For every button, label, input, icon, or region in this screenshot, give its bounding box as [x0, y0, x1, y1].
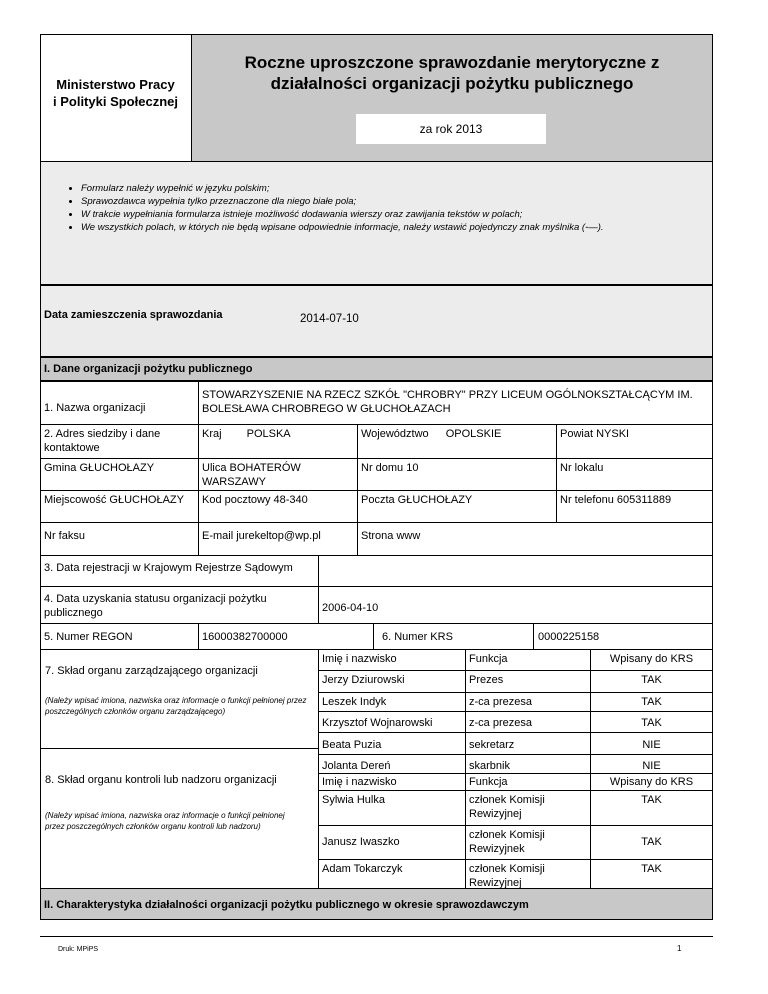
- publication-label: Data zamieszczenia sprawozdania: [44, 309, 223, 321]
- table-row[interactable]: skarbnik: [465, 754, 591, 774]
- table-row[interactable]: członek Komisji Rewizyjnek: [465, 825, 591, 860]
- board-header-krs: Wpisany do KRS: [590, 649, 713, 671]
- year-field[interactable]: za rok 2013: [356, 114, 546, 144]
- section1-title: I. Dane organizacji pożytku publicznego: [40, 357, 713, 381]
- supervisory-label-block: [40, 748, 319, 888]
- krs-label: 6. Numer KRS: [373, 623, 534, 650]
- nr-domu-field[interactable]: Nr domu 10: [357, 458, 557, 491]
- publication-date[interactable]: 2014-07-10: [300, 313, 359, 325]
- table-row[interactable]: Leszek Indyk: [318, 692, 466, 712]
- org-name-label: 1. Nazwa organizacji: [40, 381, 199, 425]
- woj-field[interactable]: [357, 424, 557, 459]
- footer-print: Druk: MPiPS: [58, 946, 99, 953]
- krs-value[interactable]: 0000225158: [533, 623, 713, 650]
- telefon-field[interactable]: Nr telefonu 605311889: [556, 490, 713, 523]
- table-row[interactable]: z-ca prezesa: [465, 711, 591, 733]
- opp-value[interactable]: 2006-04-10: [318, 586, 713, 624]
- gmina-field[interactable]: Gmina GŁUCHOŁAZY: [40, 458, 199, 491]
- krs-reg-label: 3. Data rejestracji w Krajowym Rejestrze Sądowym: [40, 555, 319, 587]
- table-row[interactable]: Krzysztof Wojnarowski: [318, 711, 466, 733]
- opp-label: 4. Data uzyskania statusu organizacji pożytku publicznego: [40, 586, 319, 624]
- table-row[interactable]: TAK: [590, 692, 713, 712]
- woj-label: Województwo: [361, 428, 429, 440]
- section2-title: II. Charakterystyka działalności organizacji pożytku publicznego w okresie sprawozdawczym: [40, 888, 713, 920]
- kraj-value: POLSKA: [246, 428, 291, 440]
- krs-reg-value[interactable]: [318, 555, 713, 587]
- table-row[interactable]: TAK: [590, 711, 713, 733]
- table-row[interactable]: członek Komisji Rewizyjnej: [465, 790, 591, 826]
- table-row[interactable]: członek Komisji Rewizyjnej: [465, 859, 591, 889]
- instruction-item: • Formularz należy wypełnić w języku polskim;: [81, 182, 712, 195]
- table-row[interactable]: Sylwia Hulka: [318, 790, 466, 826]
- table-row[interactable]: TAK: [590, 790, 713, 826]
- supervisory-note: (Należy wpisać imiona, nazwiska oraz informacje o funkcji pełnionej przez poszczególnych członków organu kontroli lub nadzoru): [45, 811, 285, 831]
- instruction-item: • Sprawozdawca wypełnia tylko przeznaczone dla niego białe pola;: [81, 195, 712, 208]
- ministry-name: Ministerstwo Pracy i Polityki Społecznej: [40, 34, 192, 162]
- instructions-list: [41, 182, 712, 234]
- form-title: Roczne uproszczone sprawozdanie merytoryczne z działalności organizacji pożytku publicznego: [192, 35, 712, 111]
- publication-box: [40, 285, 713, 357]
- regon-label: 5. Numer REGON: [40, 623, 199, 650]
- supervisory-header-krs: Wpisany do KRS: [590, 773, 713, 791]
- instruction-item: • We wszystkich polach, w których nie będą wpisane odpowiednie informacje, należy wstawić pojedynczy znak myślnika (-—).: [81, 221, 712, 234]
- table-row[interactable]: Prezes: [465, 670, 591, 693]
- kraj-field[interactable]: [198, 424, 358, 459]
- kraj-label: Kraj: [202, 428, 222, 440]
- table-row[interactable]: NIE: [590, 754, 713, 774]
- board-label: 7. Skład organu zarządzającego organizacji: [45, 665, 258, 677]
- miejscowosc-field[interactable]: Miejscowość GŁUCHOŁAZY: [40, 490, 199, 523]
- regon-value[interactable]: 16000382700000: [198, 623, 374, 650]
- ulica-field[interactable]: Ulica BOHATERÓW WARSZAWY: [198, 458, 358, 491]
- board-note: (Należy wpisać imiona, nazwiska oraz informacje o funkcji pełnionej przez poszczególnych członków organu zarządzającego): [45, 696, 307, 716]
- woj-value: OPOLSKIE: [445, 428, 502, 440]
- table-row[interactable]: Jolanta Dereń: [318, 754, 466, 774]
- table-row[interactable]: Adam Tokarczyk: [318, 859, 466, 889]
- table-row[interactable]: TAK: [590, 670, 713, 693]
- address-label: 2. Adres siedziby i dane kontaktowe: [40, 424, 199, 459]
- table-row[interactable]: Janusz Iwaszko: [318, 825, 466, 860]
- table-row[interactable]: Jerzy Dziurowski: [318, 670, 466, 693]
- org-name-value[interactable]: STOWARZYSZENIE NA RZECZ SZKÓŁ "CHROBRY" PRZY LICEUM OGÓLNOKSZTAŁCĄCYM IM. BOLESŁAWA CHROBREGO W GŁUCHOŁAZACH: [198, 381, 713, 425]
- footer-rule: [40, 936, 713, 937]
- kod-field[interactable]: Kod pocztowy 48-340: [198, 490, 358, 523]
- faks-field[interactable]: Nr faksu: [40, 522, 199, 556]
- supervisory-header-name: Imię i nazwisko: [318, 773, 466, 791]
- nr-lokalu-field[interactable]: Nr lokalu: [556, 458, 713, 491]
- www-field[interactable]: Strona www: [357, 522, 713, 556]
- table-row[interactable]: sekretarz: [465, 732, 591, 755]
- email-field[interactable]: E-mail jurekeltop@wp.pl: [198, 522, 358, 556]
- instructions-box: [40, 161, 713, 285]
- supervisory-header-function: Funkcja: [465, 773, 591, 791]
- instruction-item: • W trakcie wypełniania formularza istnieje możliwość dodawania wierszy oraz zawijania tekstów w polach;: [81, 208, 712, 221]
- board-header-name: Imię i nazwisko: [318, 649, 466, 671]
- poczta-field[interactable]: Poczta GŁUCHOŁAZY: [357, 490, 557, 523]
- table-row[interactable]: z-ca prezesa: [465, 692, 591, 712]
- powiat-field[interactable]: Powiat NYSKI: [556, 424, 713, 459]
- table-row[interactable]: TAK: [590, 859, 713, 889]
- table-row[interactable]: Beata Puzia: [318, 732, 466, 755]
- table-row[interactable]: NIE: [590, 732, 713, 755]
- board-label-block: [40, 649, 319, 749]
- table-row[interactable]: TAK: [590, 825, 713, 860]
- board-header-function: Funkcja: [465, 649, 591, 671]
- page-number: 1: [677, 944, 682, 953]
- supervisory-label: 8. Skład organu kontroli lub nadzoru organizacji: [45, 774, 277, 786]
